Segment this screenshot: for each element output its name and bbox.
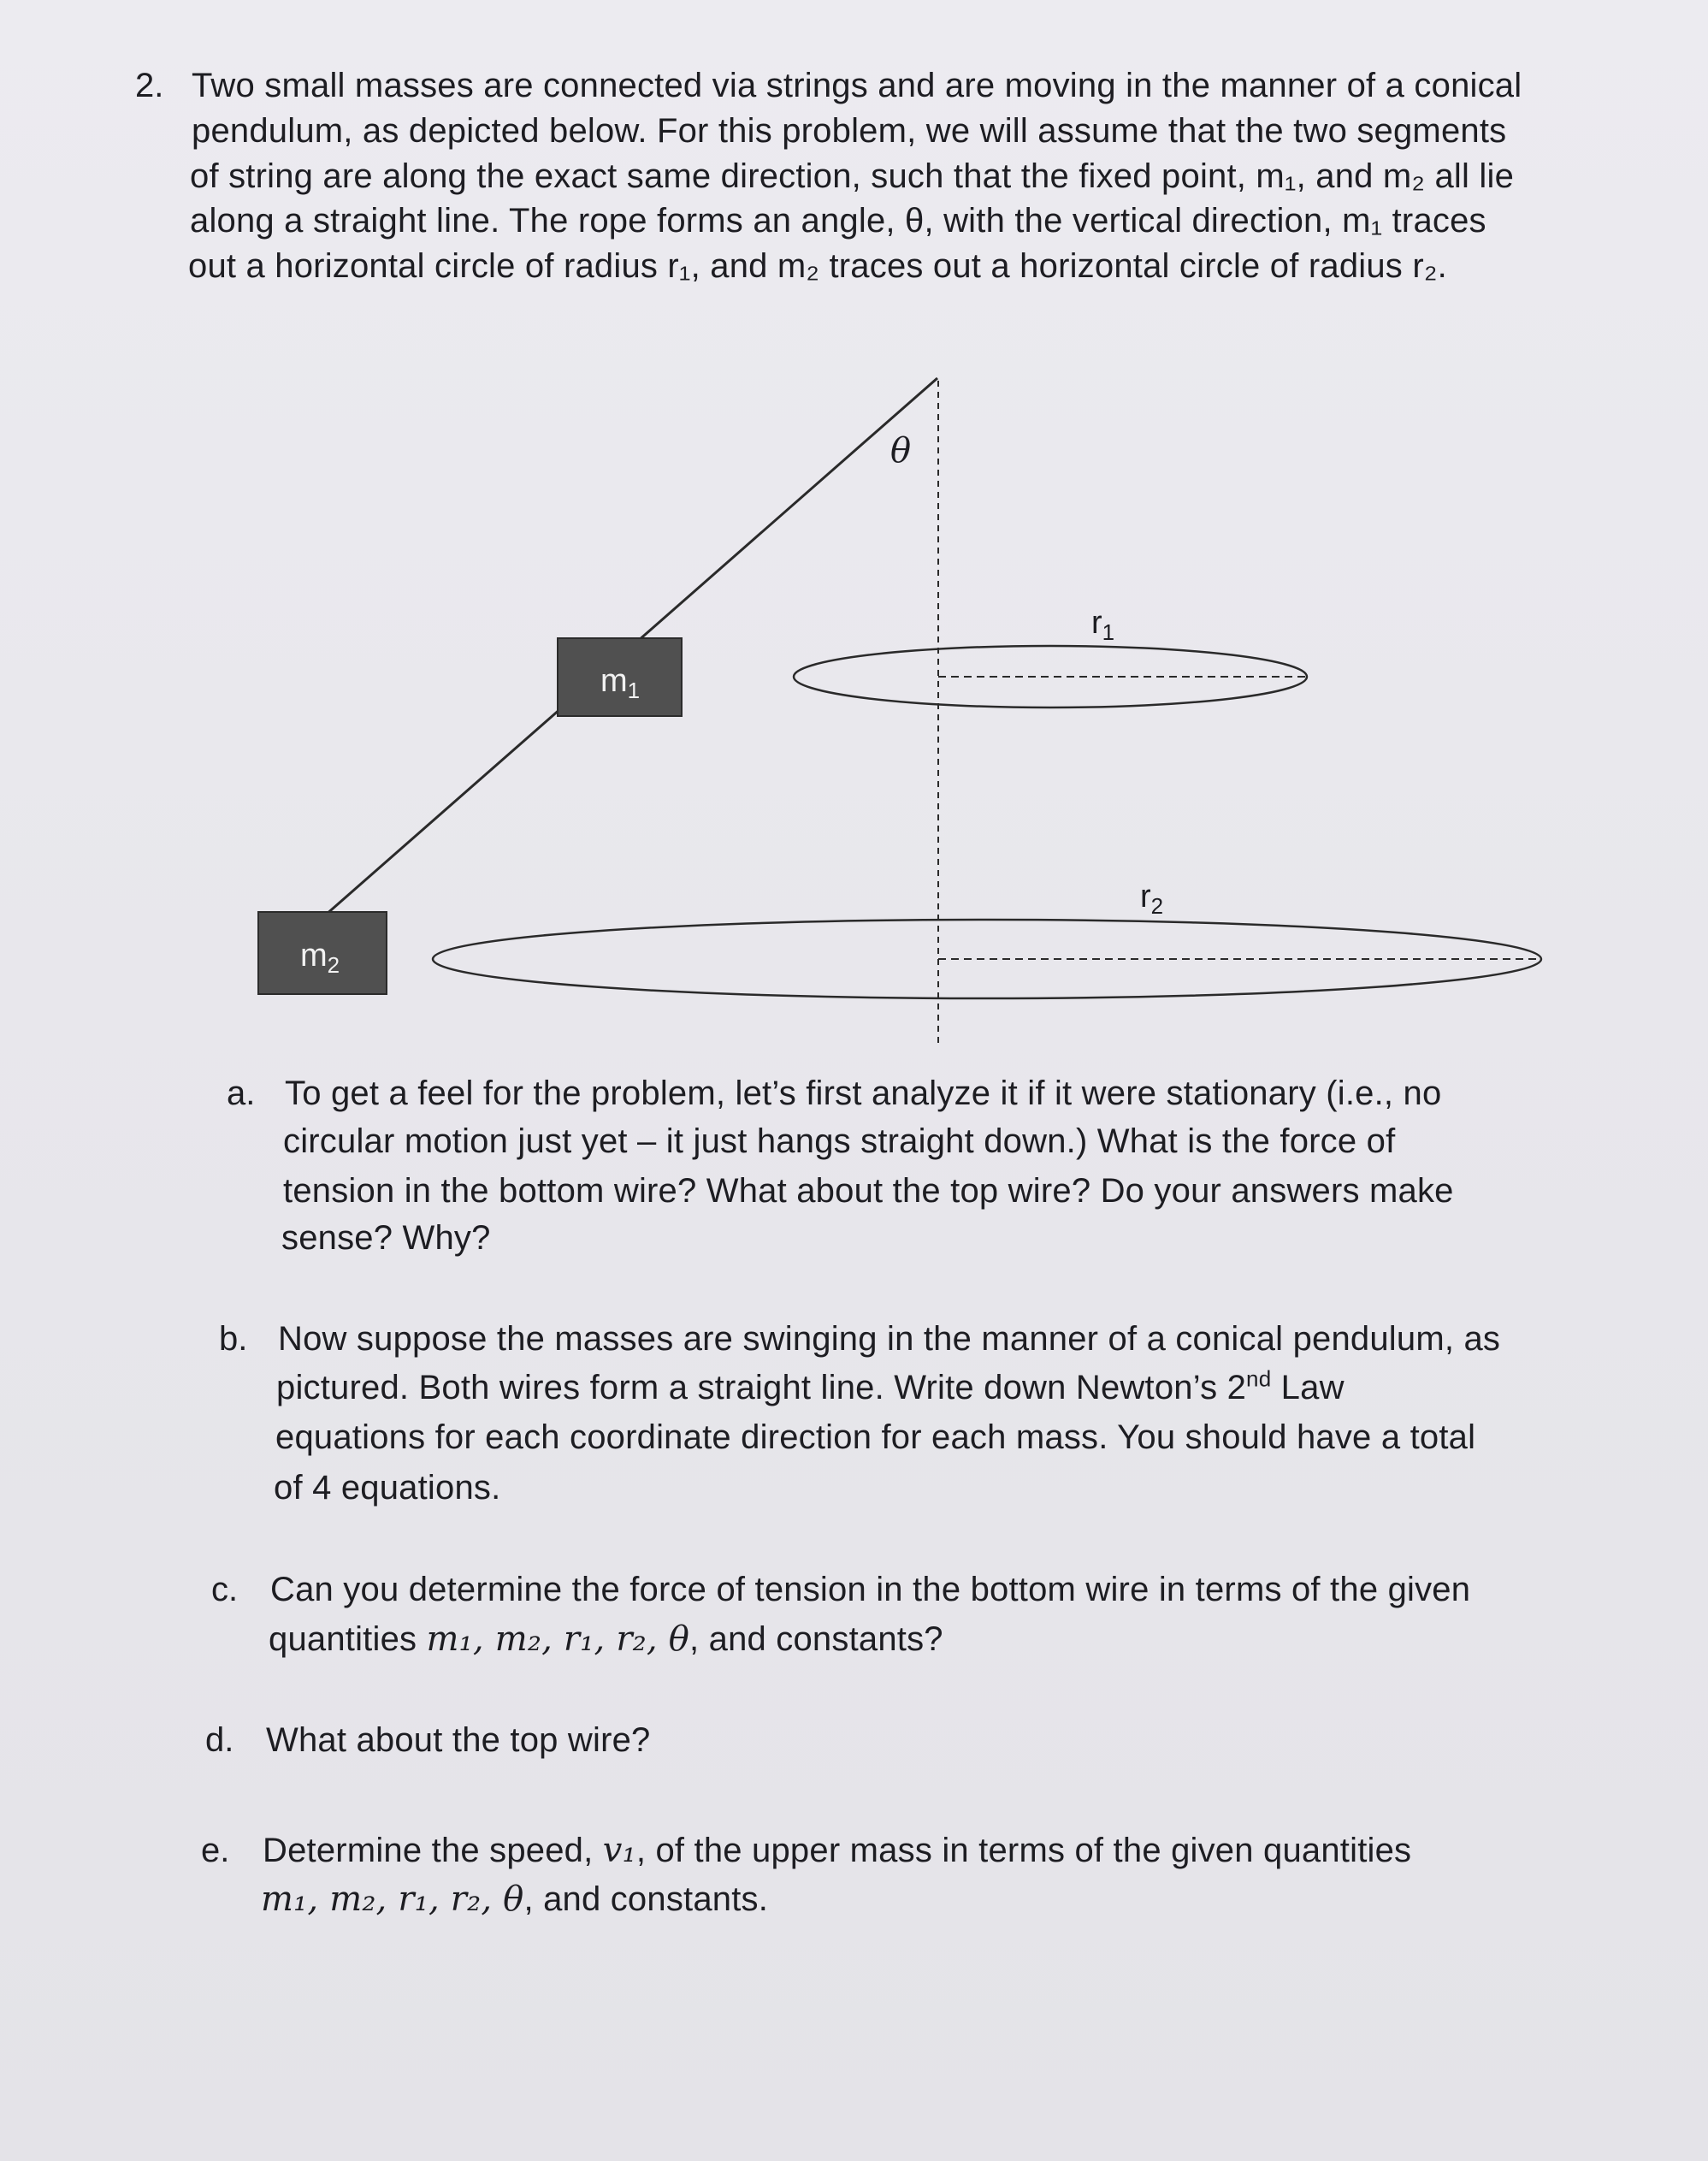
intro-line-3: of string are along the exact same direction, such that the fixed point, m₁, and m₂ all lie: [190, 157, 1515, 195]
theta-label: θ: [890, 431, 912, 471]
part-a-line-4: sense? Why?: [281, 1219, 491, 1257]
part-e-line-2: [261, 1875, 768, 1923]
part-e-quantities: m₁, m₂, r₁, r₂, θ: [261, 1880, 524, 1919]
intro-line-1: Two small masses are connected via strings and are moving in the manner of a conical: [192, 67, 1522, 104]
intro-line-4: along a straight line. The rope forms an angle, θ, with the vertical direction, m₁ traces: [190, 202, 1486, 240]
part-b-line-2-text: pictured. Both wires form a straight line. Write down Newton’s 2: [276, 1369, 1247, 1406]
circle-m1: [794, 646, 1307, 708]
part-b-line-2: [276, 1364, 1345, 1412]
part-a-line-3: tension in the bottom wire? What about the top wire? Do your answers make: [283, 1172, 1454, 1210]
part-c-line-2: [269, 1615, 943, 1663]
part-c-line-2-text: quantities: [269, 1620, 427, 1658]
part-e-speed-symbol: v₁: [602, 1831, 636, 1870]
part-d-letter: d.: [205, 1721, 234, 1759]
mass-m2-label: $m_2$: [300, 938, 340, 978]
part-c-letter: c.: [211, 1571, 239, 1608]
part-b-line-4: of 4 equations.: [274, 1469, 501, 1507]
part-e-line-2-end: , and constants.: [523, 1880, 769, 1918]
part-c-line-2-end: , and constants?: [689, 1620, 943, 1658]
part-a-line-1: To get a feel for the problem, let’s first analyze it if it were stationary (i.e., no: [285, 1075, 1442, 1112]
part-c-quantities: m₁, m₂, r₁, r₂, θ: [426, 1619, 689, 1659]
part-b-line-2-end: Law: [1271, 1369, 1345, 1406]
part-e-letter: e.: [201, 1832, 230, 1869]
question-number: 2.: [135, 67, 164, 104]
part-a-letter: a.: [227, 1075, 256, 1112]
intro-line-2: pendulum, as depicted below. For this problem, we will assume that the two segments: [192, 112, 1507, 150]
part-c-line-1: Can you determine the force of tension in the bottom wire in terms of the given: [270, 1571, 1471, 1608]
part-b-line-1: Now suppose the masses are swinging in the manner of a conical pendulum, as: [278, 1320, 1501, 1358]
part-d-line-1: What about the top wire?: [266, 1721, 651, 1759]
intro-line-5: out a horizontal circle of radius r₁, and m₂ traces out a horizontal circle of radius r₂.: [188, 247, 1447, 285]
part-b-superscript: nd: [1246, 1365, 1272, 1392]
part-b-letter: b.: [219, 1320, 248, 1358]
part-a-line-2: circular motion just yet – it just hangs straight down.) What is the force of: [283, 1122, 1396, 1160]
part-e-line-1: [263, 1826, 1411, 1874]
part-e-line-1-end: , of the upper mass in terms of the given quantities: [635, 1832, 1412, 1869]
mass-m1-label: $m_1$: [600, 663, 641, 703]
r2-label: $r_2$: [1140, 879, 1164, 919]
part-b-line-3: equations for each coordinate direction for each mass. You should have a total: [275, 1418, 1476, 1456]
part-e-line-1-text: Determine the speed,: [263, 1832, 603, 1869]
r1-label: $r_1$: [1091, 605, 1115, 645]
